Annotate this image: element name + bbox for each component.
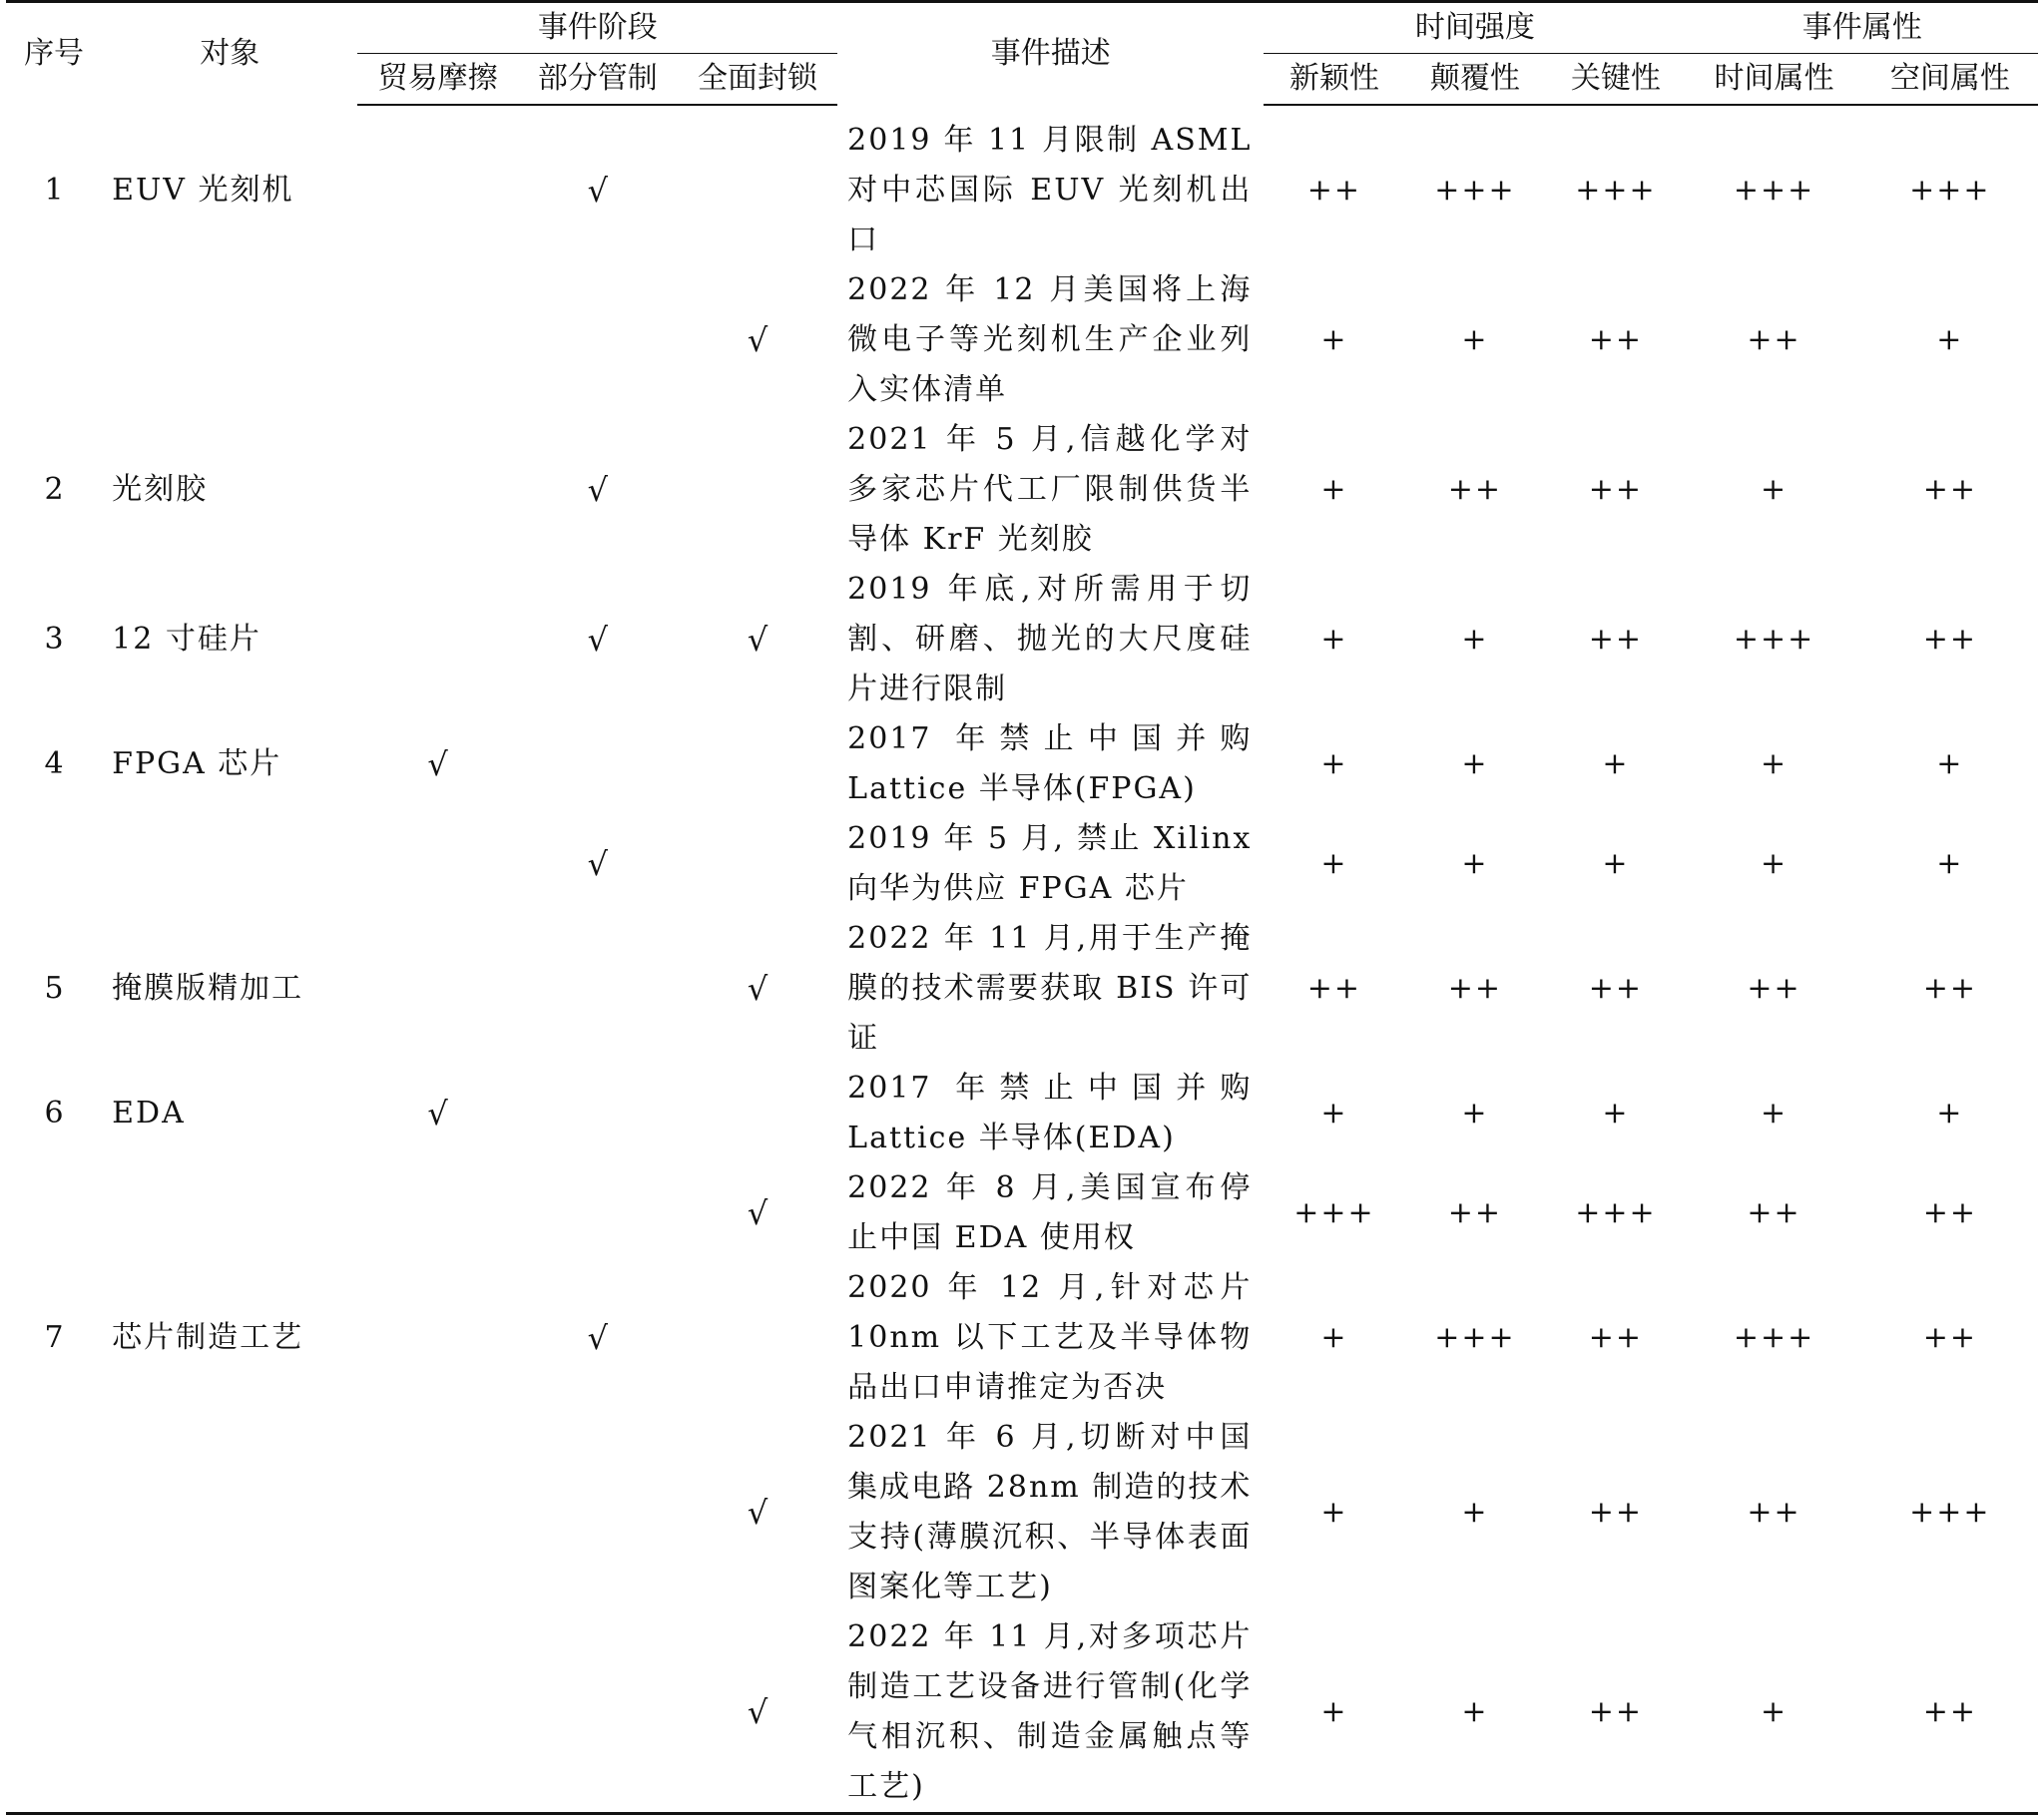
cell-criticality: +++ <box>1575 173 1657 208</box>
cell-description: 2020 年 12 月,针对芯片 10nm 以下工艺及半导体物品出口申请推定为否决 <box>847 1270 1253 1405</box>
cell-stage-partial-control: √ <box>587 845 608 883</box>
cell-index: 5 <box>44 971 64 1006</box>
cell-disruptiveness: + <box>1461 1096 1489 1131</box>
cell-stage-full-blockade <box>678 415 837 565</box>
header-disruptiveness: 颠覆性 <box>1404 54 1545 106</box>
cell-index <box>6 1612 102 1814</box>
cell-stage-trade-friction <box>357 914 517 1064</box>
cell-time-attr: +++ <box>1733 622 1815 657</box>
cell-stage-trade-friction <box>357 1263 517 1413</box>
cell-disruptiveness: + <box>1461 322 1489 357</box>
cell-stage-full-blockade <box>678 714 837 814</box>
header-stage-trade-friction: 贸易摩擦 <box>357 54 517 106</box>
cell-time-attr: ++ <box>1747 322 1801 357</box>
cell-object <box>102 1163 357 1263</box>
cell-disruptiveness: +++ <box>1434 173 1516 208</box>
cell-space-attr: ++ <box>1862 1612 2038 1814</box>
header-description: 事件描述 <box>990 36 1111 71</box>
cell-criticality: ++ <box>1545 1612 1686 1814</box>
table-row <box>6 714 2038 814</box>
cell-stage-full-blockade: √ <box>747 621 768 659</box>
cell-stage-partial-control <box>518 1612 678 1814</box>
cell-criticality: ++ <box>1588 1495 1644 1530</box>
cell-criticality: ++ <box>1588 971 1644 1006</box>
cell-time-attr: +++ <box>1733 1320 1815 1355</box>
cell-index: 4 <box>44 746 64 781</box>
table-row <box>6 415 2038 565</box>
cell-stage-full-blockade: √ <box>747 1194 768 1232</box>
cell-criticality: ++ <box>1588 472 1644 507</box>
cell-stage-full-blockade: √ <box>747 1494 768 1532</box>
table-row <box>6 1612 2038 1814</box>
cell-space-attr: + <box>1936 746 1964 781</box>
cell-description: 2021 年 5 月,信越化学对多家芯片代工厂限制供货半导体 KrF 光刻胶 <box>847 422 1253 557</box>
cell-time-attr: ++ <box>1747 1195 1801 1230</box>
cell-description: 2019 年 11 月限制 ASML 对中芯国际 EUV 光刻机出口 <box>847 123 1253 257</box>
cell-disruptiveness: + <box>1461 1495 1489 1530</box>
cell-criticality: ++ <box>1588 622 1644 657</box>
cell-time-attr: + <box>1760 1096 1788 1131</box>
cell-novelty: +++ <box>1293 1195 1375 1230</box>
table-row <box>6 914 2038 1064</box>
cell-disruptiveness: + <box>1404 1612 1545 1814</box>
cell-stage-full-blockade: √ <box>678 1612 837 1814</box>
cell-novelty: + <box>1320 322 1348 357</box>
cell-space-attr: +++ <box>1909 1495 1991 1530</box>
cell-stage-full-blockade <box>678 116 837 265</box>
cell-time-attr: + <box>1760 746 1788 781</box>
cell-disruptiveness: + <box>1461 622 1489 657</box>
header-attr-group: 事件属性 <box>1686 2 2038 54</box>
cell-description: 2022 年 11 月,对多项芯片制造工艺设备进行管制(化学气相沉积、制造金属触点等工艺) <box>837 1612 1264 1814</box>
table-row <box>6 116 2038 265</box>
cell-novelty: + <box>1264 1612 1404 1814</box>
cell-object: 光刻胶 <box>112 472 209 507</box>
cell-index: 2 <box>44 472 64 507</box>
cell-object: 芯片制造工艺 <box>112 1320 304 1355</box>
cell-object <box>102 1413 357 1612</box>
cell-disruptiveness: + <box>1461 846 1489 881</box>
table-row <box>6 1263 2038 1413</box>
cell-description: 2017 年禁止中国并购 Lattice 半导体(FPGA) <box>847 721 1253 806</box>
header-object: 对象 <box>200 36 260 71</box>
cell-stage-full-blockade <box>678 814 837 914</box>
cell-criticality: +++ <box>1575 1195 1657 1230</box>
cell-criticality: + <box>1602 746 1630 781</box>
cell-object <box>102 1612 357 1814</box>
cell-time-attr: + <box>1760 472 1788 507</box>
cell-object: FPGA 芯片 <box>112 746 282 781</box>
cell-description: 2022 年 12 月美国将上海微电子等光刻机生产企业列入实体清单 <box>847 272 1253 407</box>
cell-stage-trade-friction <box>357 116 517 265</box>
cell-disruptiveness: +++ <box>1434 1320 1516 1355</box>
cell-stage-partial-control: √ <box>587 471 608 509</box>
cell-time-attr: ++ <box>1747 1495 1801 1530</box>
cell-stage-partial-control: √ <box>587 1319 608 1357</box>
cell-time-attr: + <box>1686 1612 1861 1814</box>
cell-index <box>6 1413 102 1612</box>
cell-stage-partial-control <box>518 265 678 415</box>
cell-stage-trade-friction <box>357 1612 517 1814</box>
cell-stage-partial-control: √ <box>587 621 608 659</box>
cell-index <box>6 814 102 914</box>
cell-stage-trade-friction <box>357 565 517 714</box>
cell-disruptiveness: ++ <box>1447 971 1503 1006</box>
header-time-attr: 时间属性 <box>1686 54 1861 106</box>
cell-description: 2019 年底,对所需用于切割、研磨、抛光的大尺度硅片进行限制 <box>847 572 1253 706</box>
cell-stage-full-blockade: √ <box>747 970 768 1008</box>
cell-index <box>6 265 102 415</box>
cell-index: 7 <box>44 1320 64 1355</box>
cell-novelty: + <box>1320 1495 1348 1530</box>
cell-space-attr: + <box>1936 1096 1964 1131</box>
cell-stage-partial-control <box>518 1064 678 1163</box>
table-body <box>6 105 2038 1814</box>
cell-stage-partial-control <box>518 914 678 1064</box>
cell-stage-full-blockade: √ <box>747 321 768 359</box>
cell-object: EDA <box>112 1096 186 1131</box>
cell-space-attr: ++ <box>1922 472 1977 507</box>
cell-stage-trade-friction <box>357 814 517 914</box>
table-row <box>6 1064 2038 1163</box>
cell-description: 2017 年禁止中国并购 Lattice 半导体(EDA) <box>847 1071 1253 1155</box>
cell-time-attr: ++ <box>1747 971 1801 1006</box>
cell-object: EUV 光刻机 <box>112 173 294 208</box>
header-intensity-group: 时间强度 <box>1264 2 1686 54</box>
table-row <box>6 265 2038 415</box>
cell-space-attr: ++ <box>1922 1320 1977 1355</box>
cell-criticality: + <box>1602 1096 1630 1131</box>
table-row <box>6 1163 2038 1263</box>
cell-index: 1 <box>44 173 64 208</box>
cell-stage-partial-control <box>518 1413 678 1612</box>
cell-disruptiveness: ++ <box>1447 1195 1503 1230</box>
cell-stage-partial-control <box>518 714 678 814</box>
cell-time-attr: + <box>1760 846 1788 881</box>
cell-space-attr: ++ <box>1922 622 1977 657</box>
cell-disruptiveness: ++ <box>1447 472 1503 507</box>
cell-stage-trade-friction <box>357 415 517 565</box>
cell-object <box>102 265 357 415</box>
cell-description: 2022 年 8 月,美国宣布停止中国 EDA 使用权 <box>847 1170 1253 1255</box>
cell-space-attr: ++ <box>1922 1195 1977 1230</box>
cell-index: 6 <box>44 1096 64 1131</box>
event-table <box>6 0 2038 1815</box>
cell-stage-partial-control <box>518 1163 678 1263</box>
cell-novelty: ++ <box>1306 173 1362 208</box>
header-stage-group: 事件阶段 <box>357 2 837 54</box>
cell-criticality: + <box>1602 846 1630 881</box>
cell-novelty: ++ <box>1306 971 1362 1006</box>
table-row <box>6 814 2038 914</box>
cell-index <box>6 1163 102 1263</box>
table-container <box>6 0 2038 1815</box>
cell-stage-full-blockade <box>678 1263 837 1413</box>
cell-stage-trade-friction <box>357 1413 517 1612</box>
cell-disruptiveness: + <box>1461 746 1489 781</box>
cell-criticality: ++ <box>1588 322 1644 357</box>
cell-index: 3 <box>44 622 64 657</box>
cell-novelty: + <box>1320 622 1348 657</box>
header-index: 序号 <box>24 36 85 71</box>
cell-stage-trade-friction: √ <box>427 745 448 783</box>
cell-novelty: + <box>1320 472 1348 507</box>
cell-description: 2019 年 5 月, 禁止 Xilinx 向华为供应 FPGA 芯片 <box>847 821 1253 906</box>
cell-description: 2022 年 11 月,用于生产掩膜的技术需要获取 BIS 许可证 <box>847 921 1253 1056</box>
cell-criticality: ++ <box>1588 1320 1644 1355</box>
cell-stage-trade-friction <box>357 1163 517 1263</box>
cell-space-attr: + <box>1936 322 1964 357</box>
cell-space-attr: +++ <box>1909 173 1991 208</box>
cell-time-attr: +++ <box>1733 173 1815 208</box>
cell-novelty: + <box>1320 1096 1348 1131</box>
cell-description: 2021 年 6 月,切断对中国集成电路 28nm 制造的技术支持(薄膜沉积、半导体表面图案化等工艺) <box>847 1420 1253 1604</box>
cell-stage-trade-friction <box>357 265 517 415</box>
header-criticality: 关键性 <box>1545 54 1686 106</box>
cell-space-attr: ++ <box>1922 971 1977 1006</box>
header-stage-partial-control: 部分管制 <box>518 54 678 106</box>
table-row <box>6 1413 2038 1612</box>
cell-object: 12 寸硅片 <box>112 622 261 657</box>
cell-stage-partial-control: √ <box>587 172 608 210</box>
cell-stage-trade-friction: √ <box>427 1095 448 1133</box>
cell-novelty: + <box>1320 746 1348 781</box>
cell-object: 掩膜版精加工 <box>112 971 304 1006</box>
table-row <box>6 565 2038 714</box>
header-stage-full-blockade: 全面封锁 <box>678 54 837 106</box>
header-space-attr: 空间属性 <box>1862 54 2038 106</box>
cell-object <box>102 814 357 914</box>
cell-stage-full-blockade <box>678 1064 837 1163</box>
cell-space-attr: + <box>1936 846 1964 881</box>
cell-novelty: + <box>1320 1320 1348 1355</box>
header-row-1 <box>6 2 2038 54</box>
header-novelty: 新颖性 <box>1264 54 1404 106</box>
cell-novelty: + <box>1320 846 1348 881</box>
